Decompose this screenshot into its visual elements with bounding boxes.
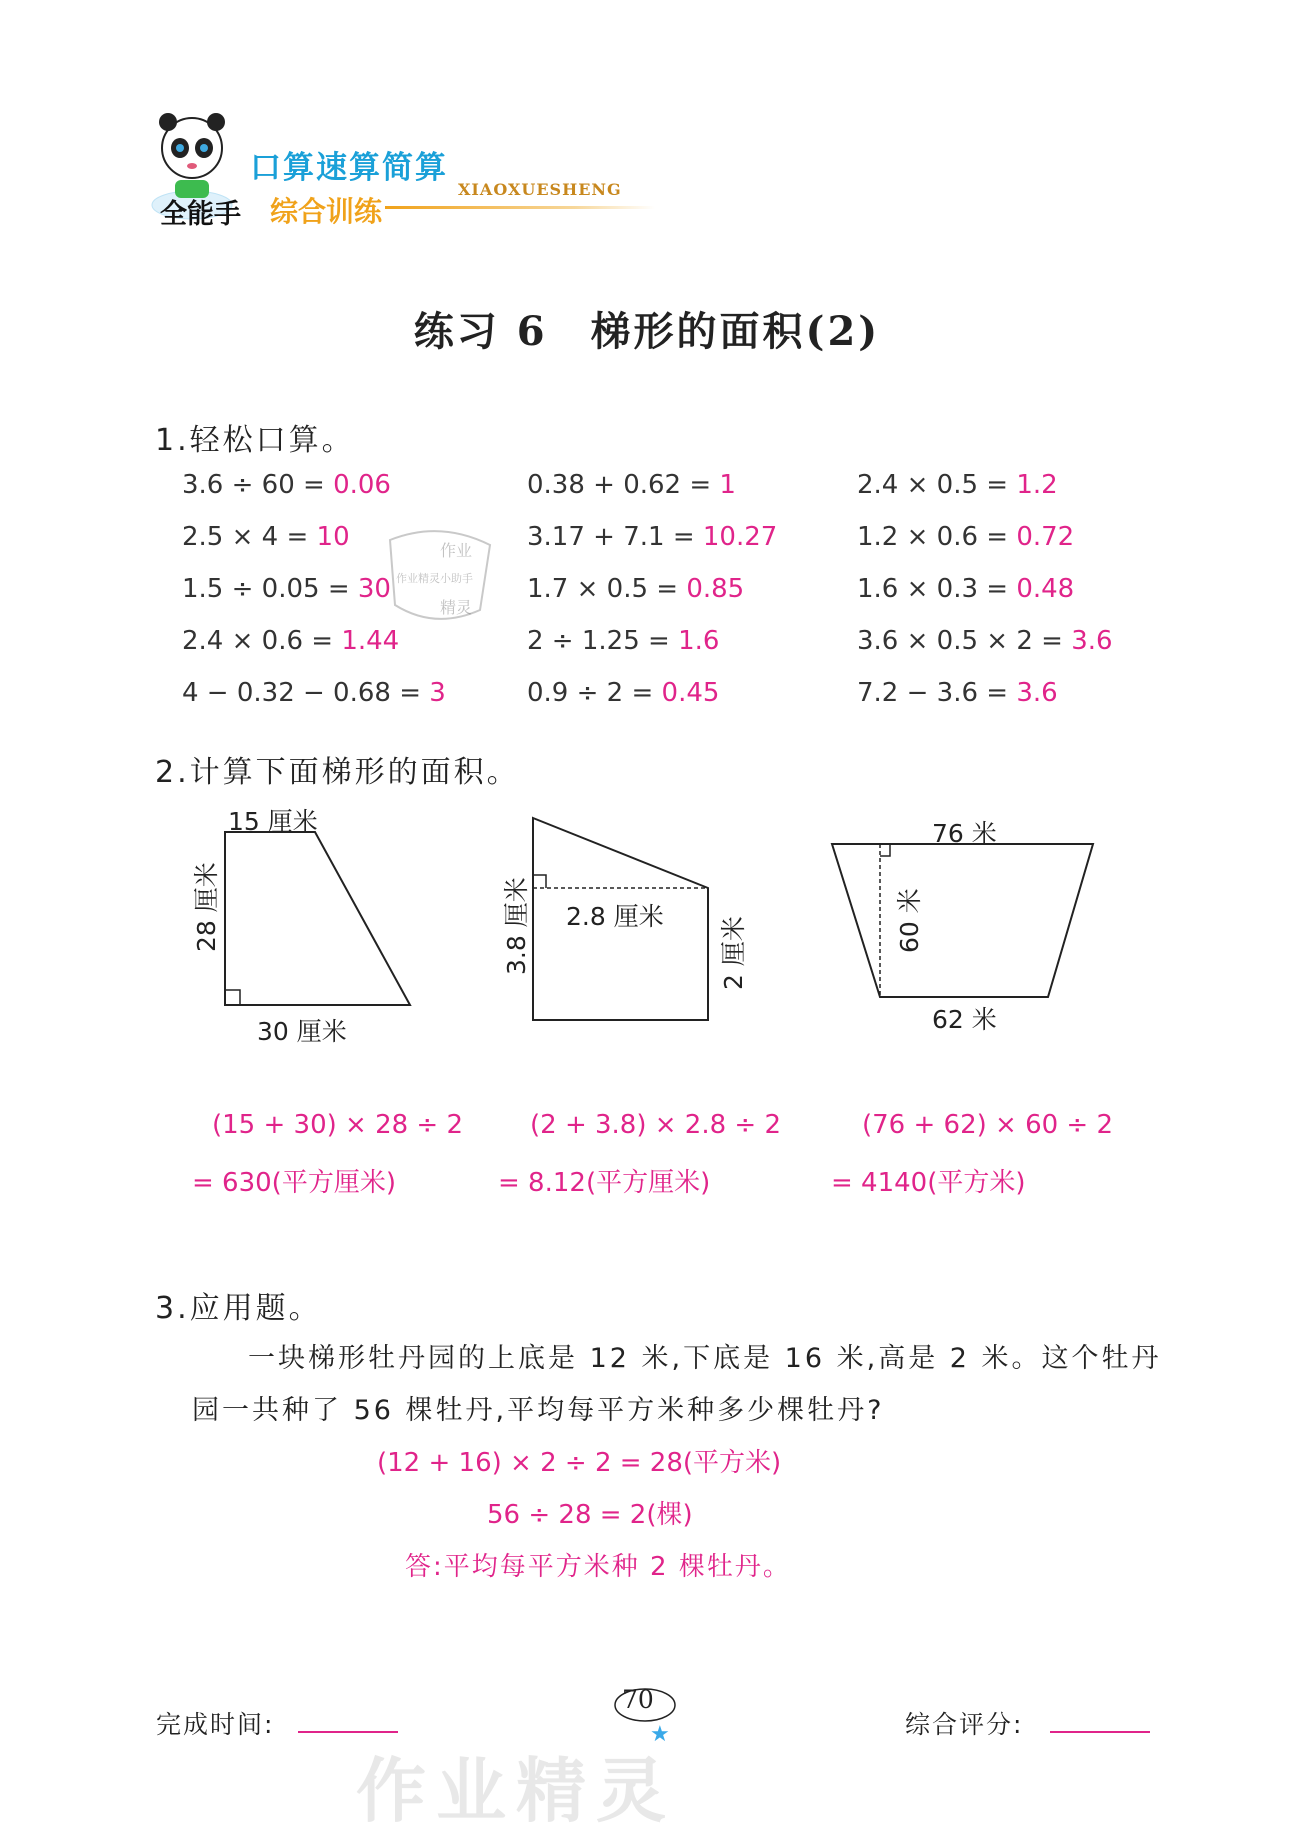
fig2-answer-line2: = 8.12(平方厘米) (498, 1168, 711, 1198)
calc-item (182, 678, 446, 708)
brand-title-series: 综合训练 (270, 195, 383, 228)
fig3-answer-line2: = 4140(平方米) (831, 1168, 1026, 1198)
right-angle-2 (533, 875, 546, 888)
calc-answer: 0.06 (333, 470, 391, 500)
right-angle-3 (880, 844, 890, 856)
stamp-text-1: 作业 (440, 541, 473, 560)
calc-item (857, 626, 1113, 656)
right-angle-1 (225, 990, 240, 1005)
calc-item (527, 626, 719, 656)
fig2-height-label: 2.8 厘米 (566, 902, 664, 931)
completion-time-blank[interactable] (298, 1731, 398, 1733)
calc-answer: 1 (719, 470, 736, 500)
calc-question: 7.2 − 3.6 = (857, 678, 1009, 708)
final-answer: 答:平均每平方米种 2 棵牡丹。 (405, 1552, 791, 1582)
trapezoid-3 (832, 844, 1093, 997)
calc-answer: 1.2 (1016, 470, 1058, 500)
brand-divider (385, 206, 655, 209)
problem-line-2: 园一共种了 56 棵牡丹,平均每平方米种多少棵牡丹? (192, 1395, 885, 1426)
calc-question: 1.5 ÷ 0.05 = (182, 574, 350, 604)
calc-question: 1.2 × 0.6 = (857, 522, 1009, 552)
fig2-answer-line1: (2 + 3.8) × 2.8 ÷ 2 (530, 1110, 782, 1140)
problem-line-1: 一块梯形牡丹园的上底是 12 米,下底是 16 米,高是 2 米。这个牡丹 (248, 1343, 1162, 1374)
calc-item (527, 470, 736, 500)
fig3-bottom-label: 62 米 (932, 1005, 997, 1034)
fig2-right-label: 2 厘米 (719, 916, 748, 990)
trapezoid-1 (225, 832, 410, 1005)
calc-question: 2.5 × 4 = (182, 522, 309, 552)
calc-question: 1.6 × 0.3 = (857, 574, 1009, 604)
calc-item (182, 574, 391, 604)
calc-question: 2.4 × 0.5 = (857, 470, 1009, 500)
page-title: 练习 6 梯形的面积(2) (413, 308, 881, 355)
brand-title-sub: 全能手 (160, 199, 241, 230)
stamp-text-2: 作业精灵小助手 (396, 572, 473, 585)
calc-item (527, 574, 744, 604)
calc-question: 2 ÷ 1.25 = (527, 626, 670, 656)
calc-question: 0.38 + 0.62 = (527, 470, 712, 500)
calc-answer: 30 (357, 574, 391, 604)
star-decoration-icon: ★ (650, 1722, 670, 1747)
calc-answer: 3 (429, 678, 446, 708)
brand-title-main: 口算速算简算 (250, 150, 448, 186)
calc-answer: 1.44 (341, 626, 400, 656)
completion-time-label: 完成时间: (156, 1710, 275, 1739)
calc-question: 3.6 × 0.5 × 2 = (857, 626, 1063, 656)
calc-item (527, 522, 777, 552)
calc-item (182, 626, 399, 656)
calc-question: 4 − 0.32 − 0.68 = (182, 678, 422, 708)
calc-answer: 0.48 (1016, 574, 1075, 604)
calc-answer: 10 (316, 522, 350, 552)
calc-item (857, 470, 1058, 500)
calc-question: 3.6 ÷ 60 = (182, 470, 325, 500)
solution-line-1: (12 + 16) × 2 ÷ 2 = 28(平方米) (377, 1448, 782, 1478)
brand-roman: XIAOXUESHENG (458, 180, 622, 199)
section2-heading: 2.计算下面梯形的面积。 (155, 755, 520, 790)
fig3-answer-line1: (76 + 62) × 60 ÷ 2 (862, 1110, 1114, 1140)
fig1-top-label: 15 厘米 (228, 807, 318, 836)
calc-answer: 0.45 (661, 678, 720, 708)
calc-answer: 3.6 (1071, 626, 1113, 656)
solution-line-2: 56 ÷ 28 = 2(棵) (487, 1500, 693, 1530)
calc-item (182, 522, 350, 552)
fig3-height-label: 60 米 (895, 888, 924, 953)
calc-answer: 1.6 (678, 626, 720, 656)
fig2-left-label: 3.8 厘米 (502, 877, 531, 975)
fig3-top-label: 76 米 (932, 819, 997, 848)
calc-item (857, 522, 1074, 552)
section1-heading: 1.轻松口算。 (155, 423, 355, 458)
calc-item (527, 678, 719, 708)
calc-question: 0.9 ÷ 2 = (527, 678, 654, 708)
calc-question: 3.17 + 7.1 = (527, 522, 695, 552)
section3-heading: 3.应用题。 (155, 1291, 322, 1326)
fig1-bottom-label: 30 厘米 (257, 1017, 347, 1046)
fig1-answer-line2: = 630(平方厘米) (192, 1168, 396, 1198)
calc-answer: 10.27 (702, 522, 778, 552)
calc-question: 1.7 × 0.5 = (527, 574, 679, 604)
calc-answer: 0.85 (686, 574, 745, 604)
watermark: 作业精灵 (356, 1750, 676, 1832)
stamp-text-3: 精灵 (440, 598, 473, 617)
calc-item (857, 574, 1074, 604)
page-number: 70 (622, 1685, 654, 1714)
calc-item (182, 470, 391, 500)
calc-question: 2.4 × 0.6 = (182, 626, 334, 656)
overall-score-label: 综合评分: (905, 1710, 1024, 1739)
fig1-height-label: 28 厘米 (192, 862, 221, 952)
calc-answer: 3.6 (1016, 678, 1058, 708)
overall-score-blank[interactable] (1050, 1731, 1150, 1733)
fig1-answer-line1: (15 + 30) × 28 ÷ 2 (212, 1110, 464, 1140)
calc-item (857, 678, 1058, 708)
calc-answer: 0.72 (1016, 522, 1075, 552)
